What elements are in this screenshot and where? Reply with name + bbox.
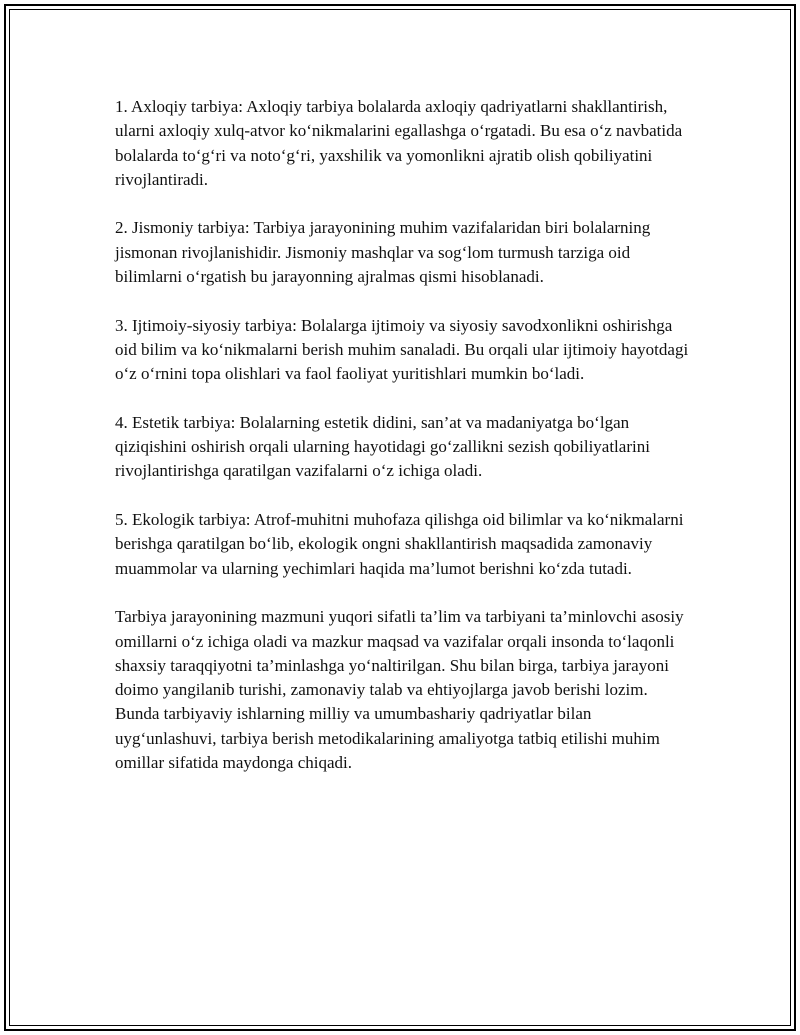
paragraph-physical-education: 2. Jismoniy tarbiya: Tarbiya jarayonining muhim vazifalaridan biri bolalarning jismonan rivojlanishidir. Jismoniy mashqlar va sog‘lom turmush tarziga oid bilimlarni o‘rgatish bu jarayonning ajralmas qismi hisoblanadi. bbox=[115, 218, 651, 287]
paragraph-conclusion: Tarbiya jarayonining mazmuni yuqori sifatli ta’lim va tarbiyani ta’minlovchi asosiy omillarni o‘z ichiga oladi va mazkur maqsad va vazifalar orqali insonda to‘laqonli shaxsiy taraqqiyotni ta’minlashga yo‘naltirilgan. Shu bilan birga, tarbiya jarayoni doimo yangilanib turishi, zamonaviy talab va ehtiyojlarga javob berishi lozim. Bunda tarbiyaviy ishlarning milliy va umumbashariy qadriyatlar bilan uyg‘unlashuvi, tarbiya berish metodikalarining amaliyotga tatbiq etilishi muhim omillar sifatida maydonga chiqadi. bbox=[115, 607, 684, 773]
paragraph-socio-political-education: 3. Ijtimoiy-siyosiy tarbiya: Bolalarga ijtimoiy va siyosiy savodxonlikni oshirishga oid bilim va ko‘nikmalarni berish muhim sanaladi. Bu orqali ular ijtimoiy hayotdagi o‘z o‘rnini topa olishlari va faol faoliyat yuritishlari mumkin bo‘ladi. bbox=[115, 315, 689, 384]
paragraph-moral-education: 1. Axloqiy tarbiya: Axloqiy tarbiya bolalarda axloqiy qadriyatlarni shakllantirish, ularni axloqiy xulq-atvor ko‘nikmalarini egallashga o‘rgatadi. Bu esa o‘z navbatida bolalarda to‘g‘ri va noto‘g‘ri, yaxshilik va yomonlikni ajratib olish qobiliyatini rivojlantiradi. bbox=[115, 97, 683, 189]
paragraph-ecological-education: 5. Ekologik tarbiya: Atrof-muhitni muhofaza qilishga oid bilimlar va ko‘nikmalarni berishga qaratilgan bo‘lib, ekologik ongni shakllantirish maqsadida zamonaviy muammolar va ularning yechimlari haqida ma’lumot berishni ko‘zda tutadi. bbox=[115, 510, 684, 578]
paragraph-aesthetic-education: 4. Estetik tarbiya: Bolalarning estetik didini, san’at va madaniyatga bo‘lgan qiziqishini oshirish orqali ularning hayotidagi go‘zallikni sezish qobiliyatlarini rivojlantirishga qaratilgan vazifalarni o‘z ichiga oladi. bbox=[115, 412, 650, 481]
document-body bbox=[115, 95, 695, 800]
